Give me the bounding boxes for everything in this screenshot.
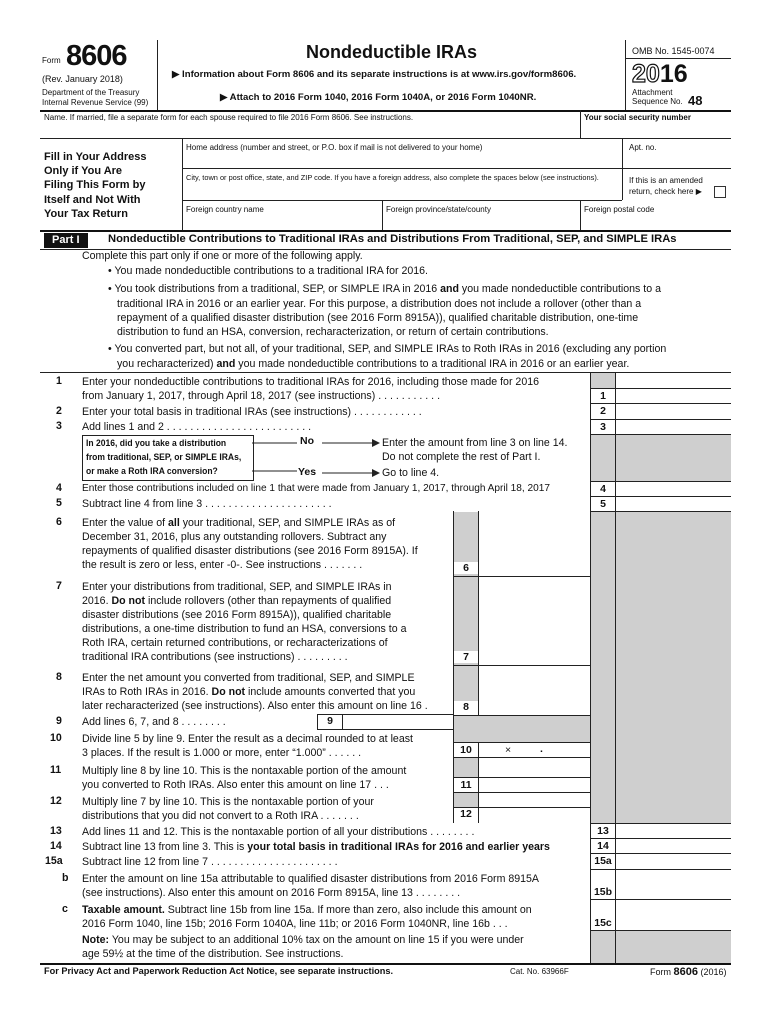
catalog-number: Cat. No. 63966F — [510, 967, 569, 976]
line-1-number: 1 — [56, 375, 62, 387]
form-number: 8606 — [66, 40, 127, 72]
bullet-3-line2: you recharacterized) and you made nondeductible contributions to a traditional IRA in 2016 or an earlier year. — [117, 358, 630, 370]
line-6-text: Enter the value of all your traditional, SEP, and SIMPLE IRAs as of — [82, 517, 396, 529]
city-input[interactable] — [186, 184, 618, 197]
line-15b-text-b: (see instructions). Also enter this amount on 2016 Form 8915A, line 13 . . . . . . . . — [82, 887, 461, 899]
revision-date: (Rev. January 2018) — [42, 74, 123, 84]
line-15c-text-b: 2016 Form 1040, line 15b; 2016 Form 1040A, line 11b; or 2016 Form 1040NR, line 16b . . . — [82, 918, 508, 930]
line-7-number: 7 — [56, 580, 62, 592]
box-14-label: 14 — [597, 840, 609, 852]
yes-label: Yes — [298, 466, 317, 478]
decision-arrows — [252, 436, 382, 480]
line-8-text-c: later recharacterized (see instructions). Also enter this amount on line 16 . — [82, 700, 428, 712]
line-11-text-a: Multiply line 8 by line 10. This is the nontaxable portion of the amount — [82, 765, 407, 777]
apt-label: Apt. no. — [629, 143, 657, 152]
line-3-number: 3 — [56, 420, 62, 432]
line-1-amount[interactable] — [617, 389, 729, 402]
part1-title: Nondeductible Contributions to Traditional IRAs and Distributions From Traditional, SEP, and SIMPLE IRAs — [108, 233, 677, 245]
box-6-label: 6 — [454, 562, 478, 574]
no-label: No — [300, 435, 314, 447]
line-7-text-e: Roth IRA, certain returned contributions, or recharacterizations of — [82, 637, 388, 649]
box-13-label: 13 — [597, 825, 609, 837]
decimal-point: . — [540, 743, 543, 755]
line-8-text-a: Enter the net amount you converted from traditional, SEP, and SIMPLE — [82, 672, 415, 684]
line-7-text-d: distributions, a one-time distribution to fund an HSA, conversions to a — [82, 623, 407, 635]
box-11-label: 11 — [454, 779, 478, 791]
name-input[interactable] — [45, 124, 575, 137]
line-13-amount[interactable] — [617, 824, 729, 837]
line-7-amount[interactable] — [480, 652, 588, 664]
bullet-2-line3: repayment of a qualified disaster distribution (see 2016 Form 8915A)), qualified charitable distribution, one-time — [117, 312, 639, 324]
note-line-1: Note: You may be subject to an additional 10% tax on the amount on line 15 if you were under — [82, 934, 524, 946]
ssn-label: Your social security number — [584, 113, 691, 122]
city-label: City, town or post office, state, and ZIP code. If you have a foreign address, also complete the spaces below (see instructions). — [186, 173, 599, 182]
amended-label-1: If this is an amended — [629, 176, 703, 185]
sequence-label: Sequence No. — [632, 97, 683, 106]
line-2-number: 2 — [56, 405, 62, 417]
line-15a-text: Subtract line 12 from line 7 . . . . . . . . . . . . . . . . . . . . . . — [82, 856, 338, 868]
foreign-country-label: Foreign country name — [186, 205, 264, 214]
line-7-text-a: Enter your distributions from traditional, SEP, and SIMPLE IRAs in — [82, 581, 392, 593]
line-5-text: Subtract line 4 from line 3 . . . . . . . . . . . . . . . . . . . . . . — [82, 498, 332, 510]
line-12-number: 12 — [50, 795, 62, 807]
bullet-3-line1: • You converted part, but not all, of your traditional, SEP, and SIMPLE IRAs to Roth IRAs in 2016 (excluding any portion — [108, 343, 667, 355]
line-3-text: Add lines 1 and 2 . . . . . . . . . . . . . . . . . . . . . . . . . — [82, 421, 312, 433]
box-15b-label: 15b — [593, 886, 613, 898]
name-label: Name. If married, file a separate form for each spouse required to file 2016 Form 8606. See instructions. — [44, 113, 414, 122]
multiply-sign: × — [505, 744, 512, 756]
line-10-number: 10 — [50, 732, 62, 744]
box-15a-label: 15a — [594, 855, 612, 867]
line-4-number: 4 — [56, 482, 62, 494]
foreign-province-label: Foreign province/state/county — [386, 205, 491, 214]
attachment-label: Attachment — [632, 88, 673, 97]
part1-tag: Part I — [44, 233, 88, 248]
line-12-text-a: Multiply line 7 by line 10. This is the nontaxable portion of your — [82, 796, 374, 808]
ssn-input[interactable] — [585, 124, 727, 137]
line-13-text: Add lines 11 and 12. This is the nontaxable portion of all your distributions . . . . . . . . — [82, 826, 475, 838]
line-15b-number: b — [62, 872, 69, 884]
home-address-input[interactable] — [186, 153, 618, 166]
line-4-amount[interactable] — [617, 482, 729, 495]
box-15c-label: 15c — [594, 917, 612, 929]
bullet-1: • You made nondeductible contributions to a traditional IRA for 2016. — [108, 265, 428, 277]
form-title: Nondeductible IRAs — [306, 42, 478, 62]
foreign-country-input[interactable] — [186, 215, 378, 228]
line-15c-text-a: Taxable amount. Subtract line 15b from line 15a. If more than zero, also include this amount on — [82, 904, 532, 916]
box-7-label: 7 — [454, 651, 478, 663]
line-6-text-b: December 31, 2016, plus any outstanding rollovers. Subtract any — [82, 531, 387, 543]
box-4-label: 4 — [600, 483, 606, 495]
foreign-postal-label: Foreign postal code — [584, 205, 655, 214]
foreign-postal-input[interactable] — [584, 215, 726, 228]
box-5-label: 5 — [600, 498, 606, 510]
line-13-number: 13 — [50, 825, 62, 837]
fill-address-instructions: Fill in Your Address Only if You Are Filing This Form by Itself and Not With Your Tax Return — [44, 151, 147, 220]
line-2-amount[interactable] — [617, 404, 729, 417]
line-6-text-c: repayments of qualified disaster distributions (see 2016 Form 8915A). If — [82, 545, 418, 557]
box-8-label: 8 — [454, 701, 478, 713]
box-2-label: 2 — [600, 405, 606, 417]
footer-form-id: Form 8606 (2016) — [650, 966, 727, 978]
line-8-number: 8 — [56, 671, 62, 683]
line-14-amount[interactable] — [617, 839, 729, 852]
line-7-text-b: 2016. Do not include rollovers (other than repayments of qualified — [82, 595, 392, 607]
line-8-amount[interactable] — [480, 702, 588, 714]
line-1-text-b: from January 1, 2017, through April 18, 2017 (see instructions) . . . . . . . . . . . — [82, 390, 441, 402]
department-line2: Internal Revenue Service (99) — [42, 98, 149, 107]
line-4-text: Enter those contributions included on line 1 that were made from January 1, 2017, through April 18, 2017 — [82, 483, 550, 494]
amended-return-checkbox[interactable] — [714, 186, 726, 198]
line-15a-number: 15a — [45, 855, 63, 867]
line-2-text: Enter your total basis in traditional IRAs (see instructions) . . . . . . . . . . . . — [82, 406, 422, 418]
line-3-amount[interactable] — [617, 420, 729, 433]
line-9-text: Add lines 6, 7, and 8 . . . . . . . . — [82, 716, 226, 728]
sequence-number: 48 — [688, 93, 703, 108]
omb-number: OMB No. 1545-0074 — [632, 46, 715, 56]
line-9-number: 9 — [56, 715, 62, 727]
line-10-decimal[interactable] — [516, 744, 586, 756]
line-15c-amount[interactable] — [617, 902, 729, 928]
info-line: ▶ Information about Form 8606 and its separate instructions is at www.irs.gov/form8606. — [172, 69, 577, 80]
line-6-amount[interactable] — [480, 563, 588, 575]
line-15a-amount[interactable] — [617, 854, 729, 867]
line-7-text-c: disaster distributions (see 2016 Form 8915A)), qualified charitable — [82, 609, 392, 621]
part1-intro: Complete this part only if one or more of the following apply. — [82, 250, 363, 262]
box-3-label: 3 — [600, 421, 606, 433]
line-10-text-a: Divide line 5 by line 9. Enter the result as a decimal rounded to at least — [82, 733, 413, 745]
box-1-label: 1 — [600, 390, 606, 402]
line-6-number: 6 — [56, 516, 62, 528]
line-8-text-b: IRAs to Roth IRAs in 2016. Do not include amounts converted that you — [82, 686, 416, 698]
apt-input[interactable] — [626, 153, 726, 166]
bullet-2-line1: • You took distributions from a traditional, SEP, or SIMPLE IRA in 2016 and you made nondeductible contributions to a — [108, 283, 661, 295]
line-15b-amount[interactable] — [617, 872, 729, 897]
amended-label-2: return, check here ▶ — [629, 187, 702, 196]
line-15c-number: c — [62, 903, 68, 915]
line-5-number: 5 — [56, 497, 62, 509]
line-11-number: 11 — [50, 764, 62, 776]
bullet-2-line4: distribution to fund an HSA, conversion, recharacterization, or return of certain contributions. — [117, 326, 549, 338]
bullet-2-line2: traditional IRA in 2016 or an earlier year. For this purpose, a distribution does not include a rollover (other than a — [117, 298, 642, 310]
line-12-text-b: distributions that you did not convert to a Roth IRA . . . . . . . — [82, 810, 359, 822]
line-5-amount[interactable] — [617, 497, 729, 510]
box-10-label: 10 — [454, 744, 478, 756]
line-14-number: 14 — [50, 840, 62, 852]
form-word: Form — [42, 56, 61, 65]
department-line1: Department of the Treasury — [42, 88, 140, 97]
foreign-province-input[interactable] — [386, 215, 576, 228]
line-7-text-f: traditional IRA contributions (see instructions) . . . . . . . . . — [82, 651, 348, 663]
line-14-text: Subtract line 13 from line 3. This is your total basis in traditional IRAs for 2016 and earlier years — [82, 841, 550, 853]
no-instruction-2: Do not complete the rest of Part I. — [382, 451, 541, 463]
privacy-notice: For Privacy Act and Paperwork Reduction Act Notice, see separate instructions. — [44, 966, 394, 976]
line-15b-text-a: Enter the amount on line 15a attributable to qualified disaster distributions from 2016 Form 8915A — [82, 873, 539, 885]
line-12-amount[interactable] — [480, 809, 588, 821]
attach-line: ▶ Attach to 2016 Form 1040, 2016 Form 1040A, or 2016 Form 1040NR. — [220, 92, 537, 103]
distribution-question: In 2016, did you take a distribution from traditional, SEP, or SIMPLE IRAs, or make a Roth IRA conversion? — [86, 438, 242, 477]
line-1-text-a: Enter your nondeductible contributions to traditional IRAs for 2016, including those made for 2016 — [82, 376, 539, 388]
line-11-amount[interactable] — [480, 779, 588, 791]
box-12-label: 12 — [454, 808, 478, 820]
no-instruction-1: Enter the amount from line 3 on line 14. — [382, 437, 568, 449]
line-9-amount[interactable] — [345, 715, 450, 727]
box-9-label: 9 — [327, 715, 333, 727]
tax-year: 2016 — [632, 60, 688, 88]
yes-instruction: Go to line 4. — [382, 467, 440, 479]
home-address-label: Home address (number and street, or P.O. box if mail is not delivered to your home) — [186, 143, 483, 152]
line-6-text-d: the result is zero or less, enter -0-. See instructions . . . . . . . — [82, 559, 363, 571]
line-11-text-b: you converted to Roth IRAs. Also enter this amount on line 17 . . . — [82, 779, 389, 791]
note-line-2: age 59½ at the time of the distribution. See instructions. — [82, 948, 344, 960]
line-10-text-b: 3 places. If the result is 1.000 or more, enter “1.000” . . . . . . — [82, 747, 362, 759]
